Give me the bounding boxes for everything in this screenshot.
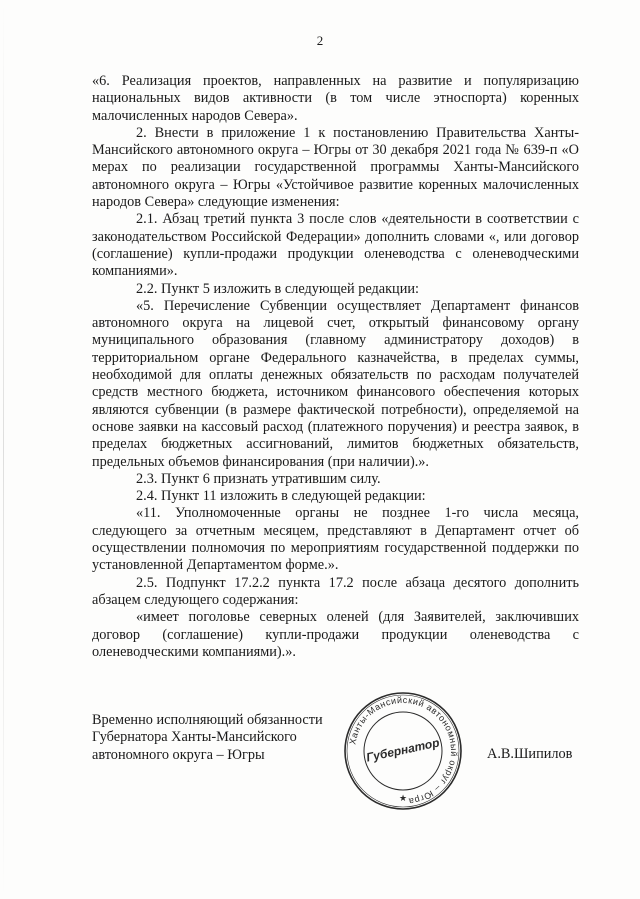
seal-center-text: Губернатор [364,735,441,765]
official-seal [340,688,466,814]
paragraph: 2.4. Пункт 11 изложить в следующей редакции: [136,488,426,505]
paragraph: 2.2. Пункт 5 изложить в следующей редакции: [136,280,419,297]
paragraph: 2.1. Абзац третий пункта 3 после слов «деятельности в соответствии с законодательством Российской Федерации» дополнить словами «, или договор (соглашение) купли-продажи продукции оленеводства с оленеводческими компаниями». [92,211,579,280]
paragraph: 2.3. Пункт 6 признать утратившим силу. [136,470,381,487]
signer-name: А.В.Шипилов [487,746,573,762]
paragraph: «5. Перечисление Субвенции осуществляет Департамент финансов автономного округа на лицевой счет, открытый финансовому органу муниципального образования (главному администратору доходов) в территориальном органе Федерального казначейства, в пределах суммы, необходимой для оплаты денежных обязательств по расходам получателей средств местного бюджета, источником финансового обеспечения которых являются субвенции (в размере фактической потребности), определяемой на основе заявки на кассовый расход (платежного поручения) и реестра заявок, в пределах бюджетных ассигнований, лимитов бюджетных обязательств, предельных объемов финансирования (при наличии).». [92,297,579,470]
page-number: 2 [316,33,324,48]
paragraph: 2. Внести в приложение 1 к постановлению Правительства Ханты-Мансийского автономного округа – Югры от 30 декабря 2021 года № 639-п «О мерах по реализации государственной программы Ханты-Мансийского автономного округа – Югры «Устойчивое развитие коренных малочисленных народов Севера» следующие изменения: [92,124,579,211]
signature-block [92,712,323,764]
scan-edge [3,0,4,899]
signer-title-line: автономного округа – Югры [92,746,265,763]
paragraph: «6. Реализация проектов, направленных на развитие и популяризацию национальных видов активности (в том числе этноспорта) коренных малочисленных народов Севера». [92,73,579,124]
seal-ring-text: Ханты-Мансийский автономный округ – Югра [347,694,460,807]
document-body [92,73,579,661]
paragraph: «11. Уполномоченные органы не позднее 1-го числа месяца, следующего за отчетным месяцем, представляют в Департамент отчет об осуществлении полномочия по мероприятиям государственной поддержки по установленной Департаментом форме.». [92,505,579,574]
paragraph: «имеет поголовье северных оленей (для Заявителей, заключивших договор (соглашение) купли-продажи продукции оленеводства с оленеводческими компаниями).». [92,609,579,660]
signer-title-line: Губернатора Ханты-Мансийского [92,729,297,746]
paragraph: 2.5. Подпункт 17.2.2 пункта 17.2 после абзаца десятого дополнить абзацем следующего содержания: [92,574,579,608]
star-icon: ★ [398,794,408,804]
signer-title-line: Временно исполняющий обязанности [92,712,323,728]
